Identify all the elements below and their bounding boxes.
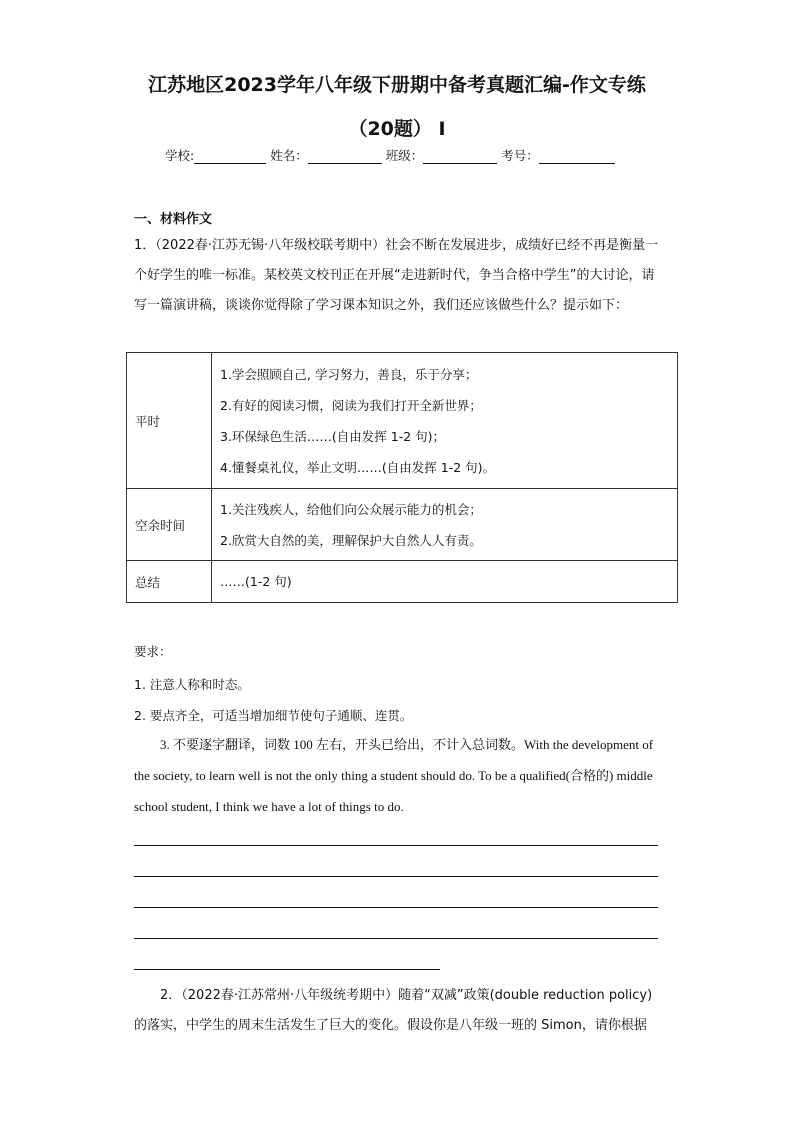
- list-item: 2.欣赏大自然的美，理解保护大自然人人有责。: [220, 532, 482, 548]
- requirements-heading: 要求：: [134, 644, 172, 659]
- list-item: 2.有好的阅读习惯，阅读为我们打开全新世界；: [220, 397, 482, 413]
- document-title-line1: 江苏地区2023学年八年级下册期中备考真题汇编-作文专练: [148, 74, 646, 96]
- row-label: 空余时间: [127, 489, 212, 561]
- question-2-text: [134, 981, 660, 1041]
- table-row: [127, 489, 678, 561]
- row-content: [212, 489, 678, 561]
- row-label: 总结: [127, 561, 212, 603]
- requirement-2: 2. 要点齐全，可适当增加细节使句子通顺、连贯。: [134, 708, 413, 723]
- name-label: 姓名：: [270, 148, 308, 163]
- list-item: 4.懂餐桌礼仪，举止文明……(自由发挥 1-2 句)。: [220, 459, 496, 475]
- section-heading: 一、材料作文: [134, 212, 213, 227]
- answer-line[interactable]: [134, 907, 658, 908]
- list-item: 1.学会照顾自己, 学习努力，善良，乐于分享；: [220, 366, 478, 382]
- list-item: ……(1-2 句): [220, 574, 292, 589]
- answer-line[interactable]: [134, 938, 658, 939]
- class-label: 班级：: [385, 148, 424, 163]
- answer-line[interactable]: [134, 845, 658, 846]
- number-label: 考号：: [501, 148, 539, 163]
- list-item: 1.关注残疾人，给他们向公众展示能力的机会；: [220, 501, 482, 517]
- school-blank[interactable]: [194, 149, 266, 164]
- prompt-table: [126, 352, 678, 603]
- row-content: [212, 561, 678, 603]
- row-label: 平时: [127, 353, 212, 489]
- answer-line[interactable]: [134, 876, 658, 877]
- answer-line[interactable]: [134, 969, 440, 970]
- requirement-1: 1. 注意人称和时态。: [134, 677, 250, 692]
- question-2-body: 2．（2022春·江苏常州·八年级统考期中）随着“双减”政策(double reduction policy)的落实，中学生的周末生活发生了巨大的变化。假设你是八年级一班的 Simon，请你根据: [134, 988, 653, 1033]
- requirement-3-text: 3. 不要逐字翻译，词数 100 左右，开头已给出，不计入总词数。With the development of the society, to learn well is not the only thing a student should do. To be a qualified(合格的) middle school student, I think we have a lot of things to do.: [134, 737, 654, 814]
- name-blank[interactable]: [308, 149, 382, 164]
- requirement-3-and-opening: [134, 729, 658, 822]
- class-blank[interactable]: [423, 149, 497, 164]
- document-title-line2: （20题） I: [348, 118, 446, 140]
- table-row: [127, 561, 678, 603]
- list-item: 3.环保绿色生活……(自由发挥 1-2 句)；: [220, 428, 446, 444]
- question-1-text: 1．（2022春·江苏无锡·八年级校联考期中）社会不断在发展进步，成绩好已经不再是衡量一个好学生的唯一标准。某校英文校刊正在开展“走进新时代，争当合格中学生”的大讨论，请写一篇演讲稿，谈谈你觉得除了学习课本知识之外，我们还应该做些什么？提示如下：: [134, 238, 659, 313]
- row-content: [212, 353, 678, 489]
- school-label: 学校:: [165, 148, 195, 163]
- table-row: [127, 353, 678, 489]
- student-info-line: [165, 146, 615, 164]
- number-blank[interactable]: [539, 149, 615, 164]
